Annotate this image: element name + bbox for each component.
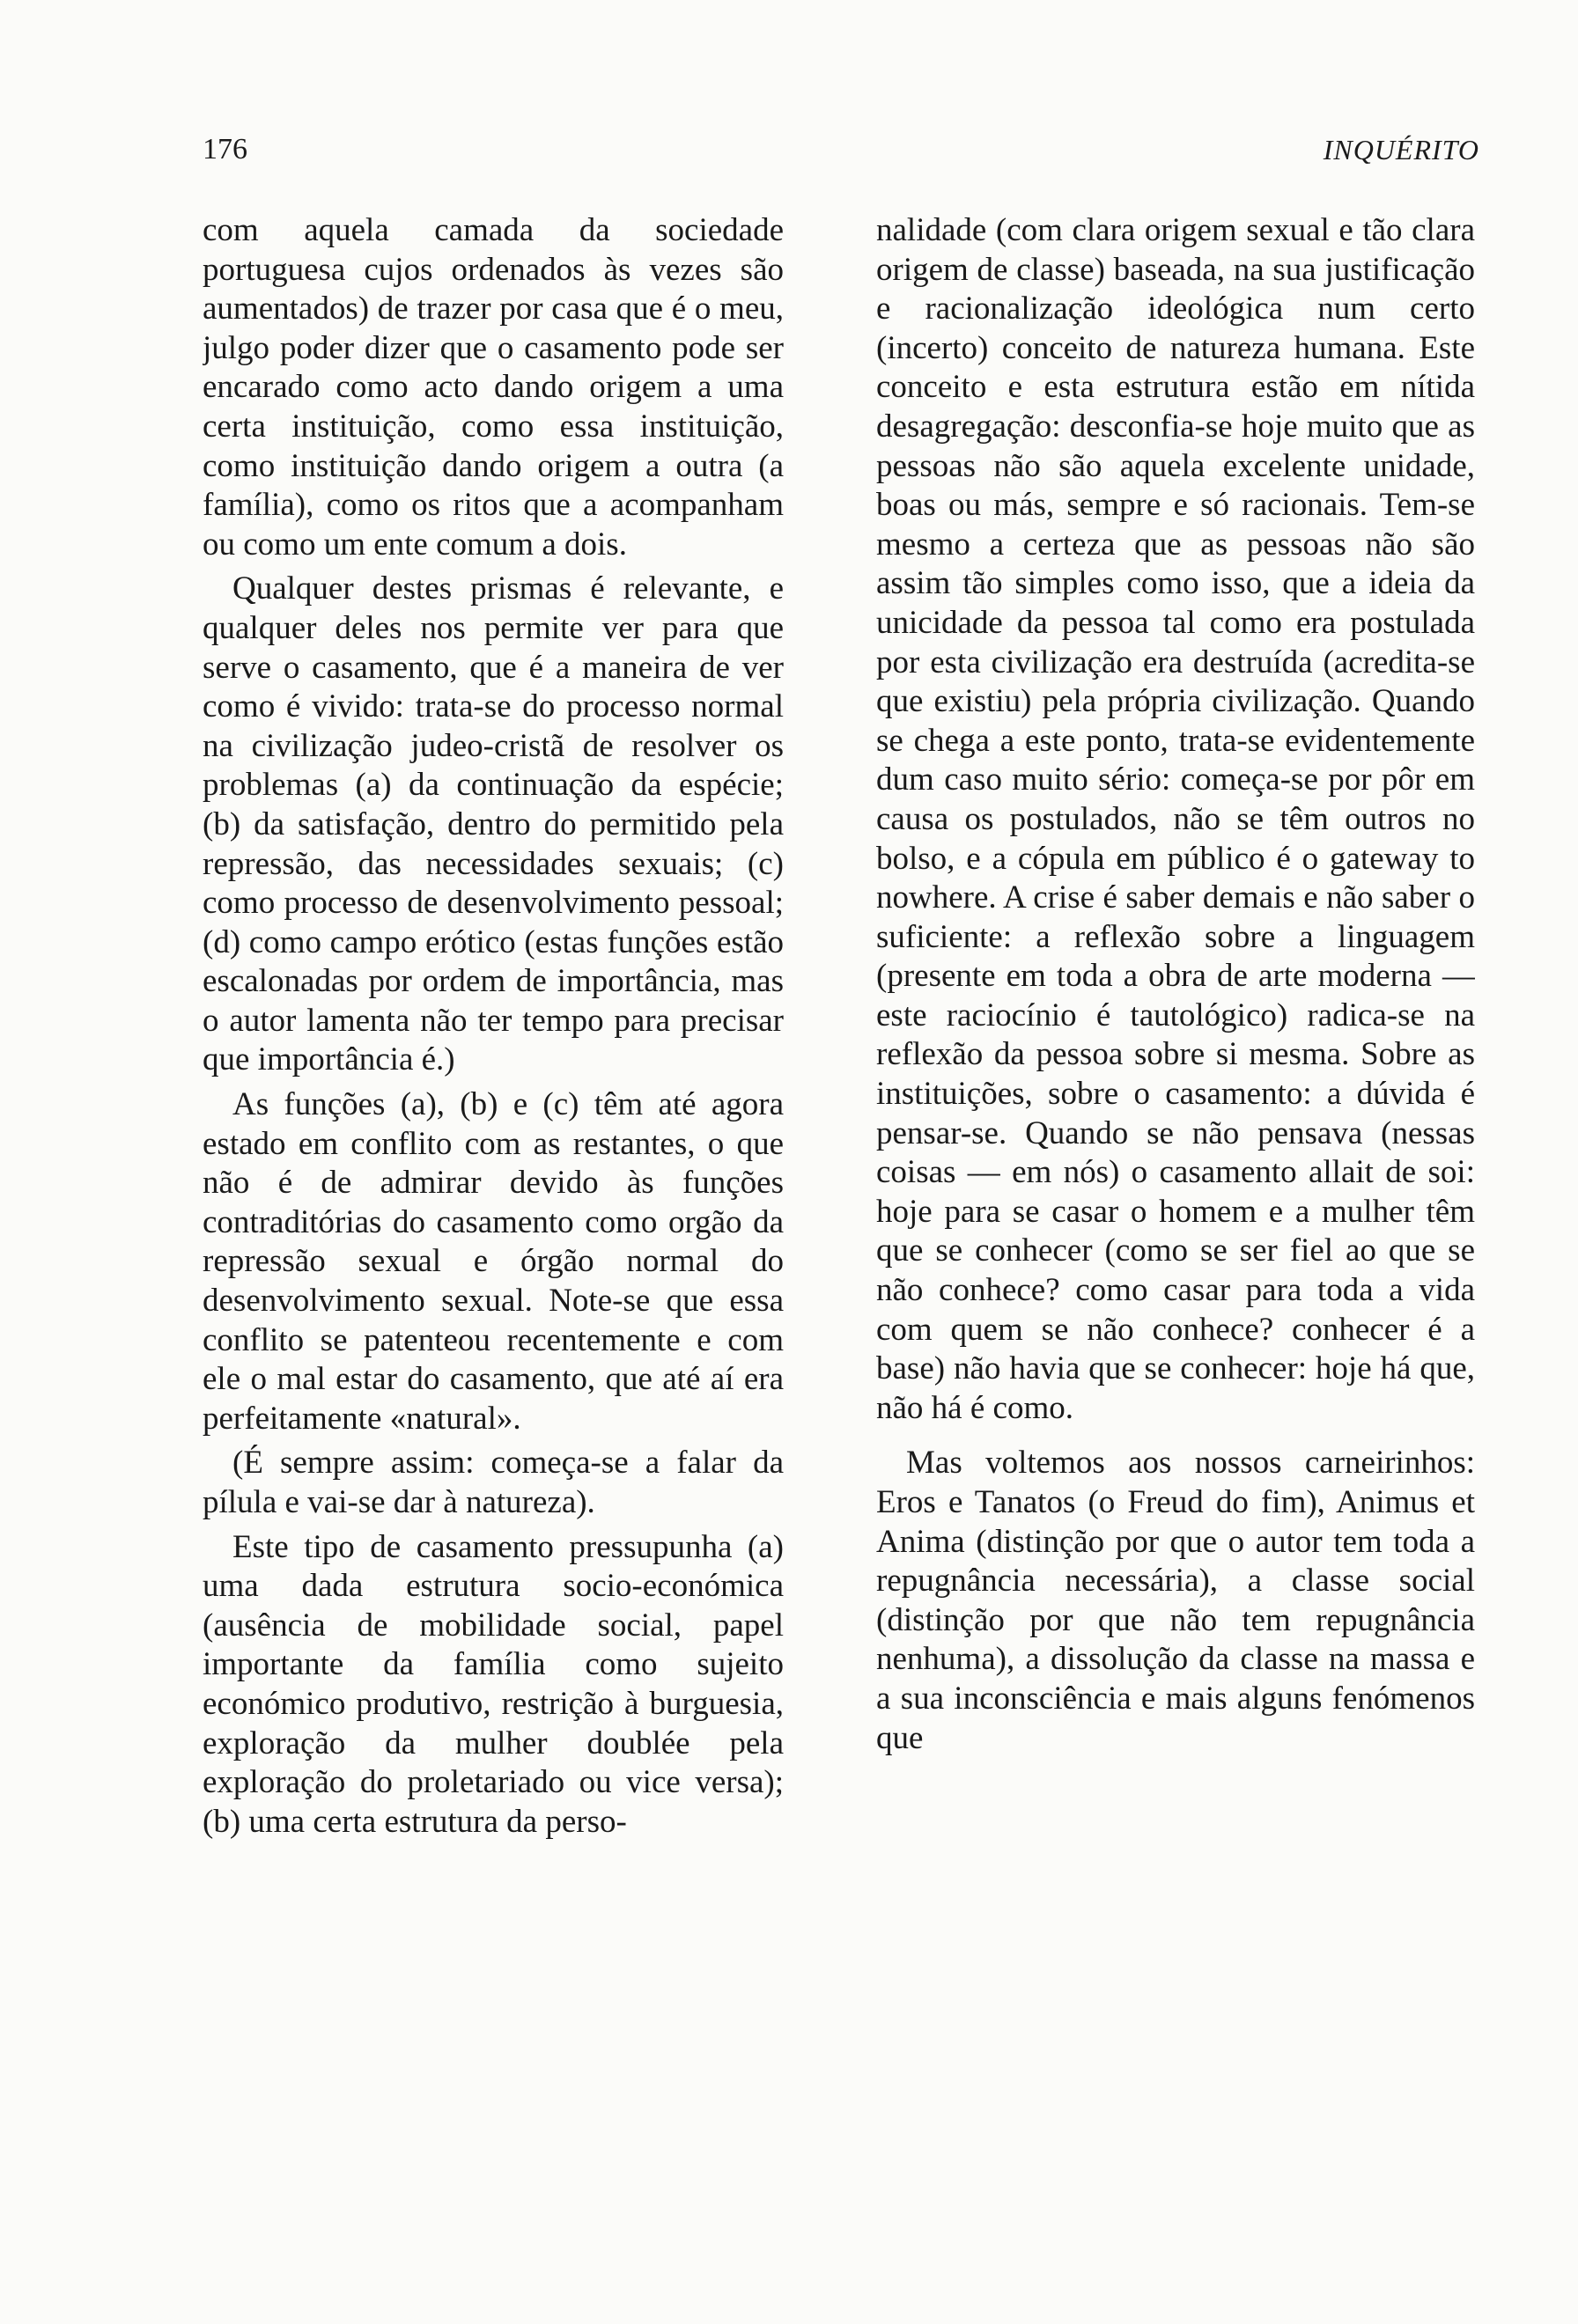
paragraph: As funções (a), (b) e (c) têm até agora estado em conflito com as restantes, o que não é de admirar devido às funções contraditórias do casamento como orgão da repressão sexual e órgão normal do desenvolvimento sexual. Note-se que essa conflito se patenteou recentemente e com ele o mal estar do casamento, que até aí era perfeitamente «natural». [203, 1086, 784, 1437]
left-column [203, 211, 784, 2148]
paragraph: Qualquer destes prismas é relevante, e qualquer deles nos permite ver para que serve o casamento, que é a maneira de ver como é vivido: trata-se do processo normal na civilização judeo-cristã de resolver os problemas (a) da continuação da espécie; (b) da satisfação, dentro do permitido pela repressão, das necessidades sexuais; (c) como processo de desenvolvimento pessoal; (d) como campo erótico (estas funções estão escalonadas por ordem de importância, mas o autor lamenta não ter tempo para precisar que importância é.) [203, 570, 784, 1078]
running-title: INQUÉRITO [1323, 134, 1479, 165]
paragraph: nalidade (com clara origem sexual e tão clara origem de classe) baseada, na sua justificação e racionalização ideológica num certo (incerto) conceito de natureza humana. Este conceito e esta estrutura estão em nítida desagregação: desconfia-se hoje muito que as pessoas não são aquela excelente unidade, boas ou más, sempre e só racionais. Tem-se mesmo a certeza que as pessoas não são assim tão simples como isso, que a ideia da unicidade da pessoa tal como era postulada por esta civilização era destruída (acredita-se que existiu) pela própria civilização. Quando se chega a este ponto, trata-se evidentemente dum caso muito sério: começa-se por pôr em causa os postulados, não se têm outros no bolso, e a cópula em público é o gateway to nowhere. A crise é saber demais e não saber o suficiente: a reflexão sobre a linguagem (presente em toda a obra de arte moderna — este raciocínio é tautológico) radica-se na reflexão da pessoa sobre si mesma. Sobre as instituições, sobre o casamento: a dúvida é pensar-se. Quando se não pensava (nessas coisas — em nós) o casamento allait de soi: hoje para se casar o homem e a mulher têm que se conhecer (como se ser fiel ao que se não conhece? como casar para toda a vida com quem se não conhece? conhecer é a base) não havia que se conhecer: hoje há que, não há é como. [876, 212, 1475, 1426]
paragraph: (É sempre assim: começa-se a falar da pílula e vai-se dar à natureza). [203, 1445, 784, 1520]
page-number: 176 [203, 133, 247, 165]
right-column [876, 211, 1475, 2148]
page-header [203, 132, 1479, 176]
paragraph: com aquela camada da sociedade portuguesa cujos ordenados às vezes são aumentados) de trazer por casa que é o meu, julgo poder dizer que o casamento pode ser encarado como acto dando origem a uma certa instituição, como essa instituição, como instituição dando origem a outra (a família), como os ritos que a acompanham ou como um ente comum a dois. [203, 212, 784, 563]
paragraph: Este tipo de casamento pressupunha (a) uma dada estrutura socio-económica (ausência de mobilidade social, papel importante da família como sujeito económico produtivo, restrição à burguesia, exploração da mulher doublée pela exploração do proletariado ou vice versa); (b) uma certa estrutura da perso- [203, 1528, 784, 1840]
paragraph: Mas voltemos aos nossos carneirinhos: Eros e Tanatos (o Freud do fim), Animus et Anima (distinção por que o autor tem toda a repugnância necessária), a classe social (distinção por que não tem repugnância nenhuma), a dissolução da classe na massa e a sua inconsciência e mais alguns fenómenos que [876, 1445, 1475, 1756]
